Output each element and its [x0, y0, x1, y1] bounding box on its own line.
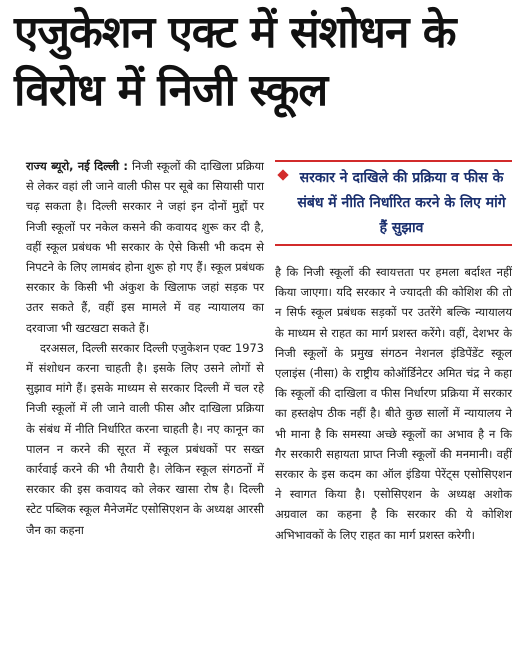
diamond-bullet-icon	[277, 169, 288, 180]
callout-box	[275, 160, 512, 246]
left-column	[26, 156, 264, 540]
paragraph-2: दरअसल, दिल्ली सरकार दिल्ली एजुकेशन एक्ट 1973 में संशोधन करना चाहती है। इसके लिए उसने लोगों से सुझाव मांगे हैं। इसके माध्यम से सरकार दिल्ली में चल रहे निजी स्कूलों में ली जाने वाली फीस और दाखिला प्रक्रिया के संबंध में नीति निर्धारित करना चाहती है। नए कानून का पालन न करने की सूरत में स्कूल प्रबंधकों पर सख्त कार्रवाई करने की भी तैयारी है। लेकिन स्कूल संगठनों में सरकार की इस कवायद को लेकर खासा रोष है। दिल्ली स्टेट पब्लिक स्कूल मैनेजमेंट एसोसिएशन के अध्यक्ष आरसी जैन का कहना	[26, 340, 264, 537]
callout-text: सरकार ने दाखिले की प्रक्रिया व फीस के संबंध में नीति निर्धारित करने के लिए मांगे हैं सुझाव	[297, 170, 506, 236]
paragraph-1	[26, 156, 264, 338]
byline: राज्य ब्यूरो, नई दिल्ली :	[26, 159, 128, 173]
paragraph-3: है कि निजी स्कूलों की स्वायत्तता पर हमला बर्दाश्त नहीं किया जाएगा। यदि सरकार ने ज्यादती की कोशिश की तो न सिर्फ स्कूल प्रबंधक सड़कों पर उतरेंगे बल्कि न्यायालय के माध्यम से राहत का मार्ग प्रशस्त करेंगे। वहीं, देशभर के निजी स्कूलों के प्रमुख संगठन नेशनल इंडिपेंडेंट स्कूल एलाइंस (नीसा) के राष्ट्रीय कोऑर्डिनेटर अमित चंद्र ने कहा कि स्कूलों की दाखिला व फीस निर्धारण प्रक्रिया में सरकार का हस्तक्षेप ठीक नहीं है। बीते कुछ सालों में न्यायालय ने भी माना है कि समस्या अच्छे स्कूलों का अभाव है न कि गैर सरकारी सहायता प्राप्त निजी स्कूलों की मनमानी। वहीं सरकार के इस कदम का ऑल इंडिया पेरेंट्स एसोसिएशन ने स्वागत किया है। एसोसिएशन के अध्यक्ष अशोक अग्रवाल का कहना है कि सरकार की ये कोशिश अभिभावकों के लिए राहत का मार्ग प्रशस्त करेगी।	[275, 265, 512, 542]
paragraph-1-text: निजी स्कूलों की दाखिला प्रक्रिया से लेकर वहां ली जाने वाली फीस पर सूबे का सियासी पारा चढ़ सकता है। दिल्ली सरकार ने जहां इन दोनों मुद्दों पर निजी स्कूलों पर नकेल कसने की कवायद शुरू कर दी है, वहीं स्कूल प्रबंधक भी सरकार के ऐसे किसी भी कदम से निपटने के लिए लामबंद होना शुरू हो गए हैं। स्कूल प्रबंधक सरकार के किसी भी अंकुश के खिलाफ जहां सड़क पर उतर सकते हैं, वहीं इस मामले में वह न्यायालय का दरवाजा भी खटखटा सकते हैं।	[26, 159, 265, 335]
headline: एजुकेशन एक्ट में संशोधन के विरोध में निजी स्कूल	[14, 7, 456, 116]
right-column	[275, 262, 512, 545]
